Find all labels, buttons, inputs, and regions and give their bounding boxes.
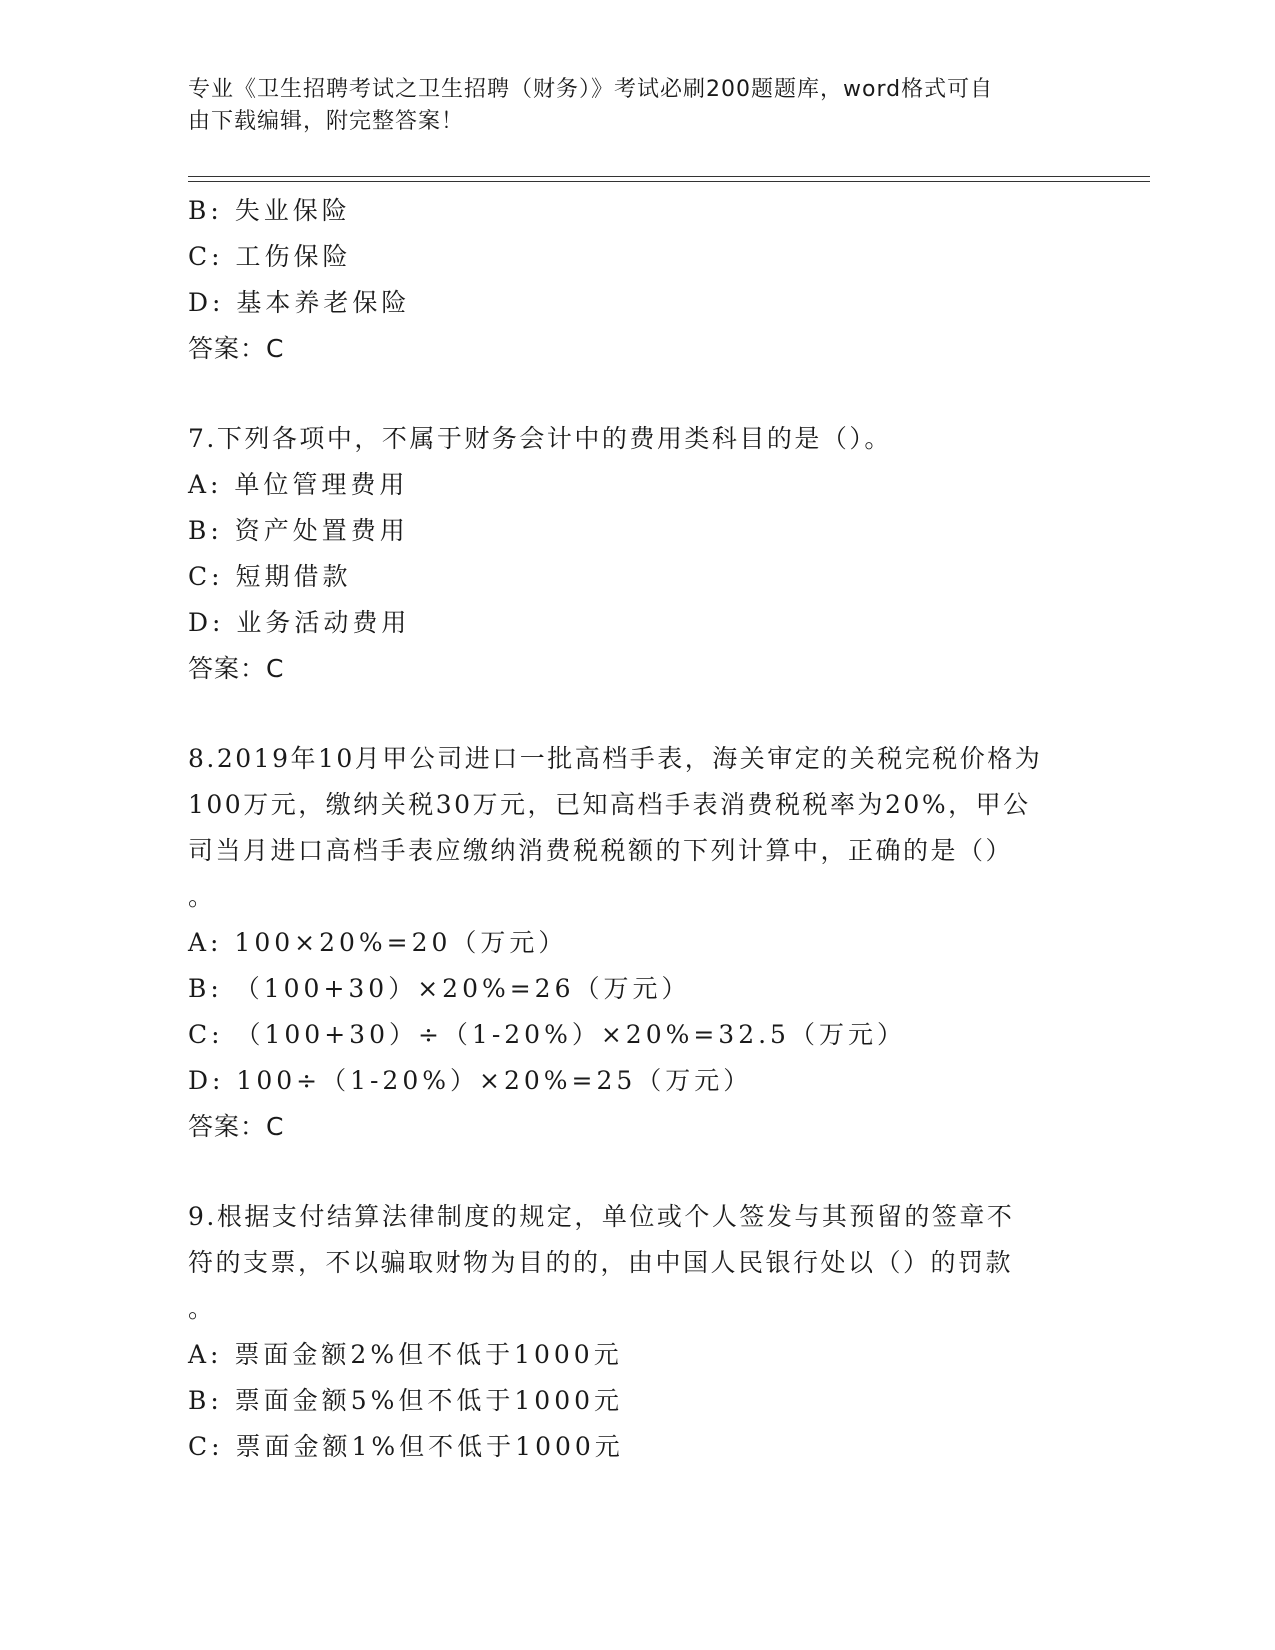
option-a: A: 票面金额2%但不低于1000元 (188, 1340, 623, 1369)
answer-label: 答案：C (188, 1112, 285, 1141)
option-b: B: 失业保险 (188, 196, 351, 225)
option-c: C: 短期借款 (188, 562, 352, 591)
document-header (188, 74, 1068, 138)
answer-label: 答案：C (188, 334, 285, 363)
header-divider-bottom (188, 181, 1150, 182)
question-stem-line-1: 9.根据支付结算法律制度的规定，单位或个人签发与其预留的签章不 (188, 1202, 1015, 1231)
question-9 (188, 1194, 1088, 1470)
question-stem-line-1: 8.2019年10月甲公司进口一批高档手表，海关审定的关税完税价格为 (188, 744, 1043, 773)
header-title-line-2: 由下载编辑，附完整答案！ (188, 109, 465, 134)
header-title-line-1: 专业《卫生招聘考试之卫生招聘（财务）》考试必刷200题题库，word格式可自 (188, 77, 994, 102)
header-divider-top (188, 176, 1150, 177)
option-d: D: 业务活动费用 (188, 608, 411, 637)
option-a: A: 100×20%=20（万元） (188, 928, 568, 957)
option-d: D: 100÷（1-20%）×20%=25（万元） (188, 1066, 753, 1095)
document-body (188, 188, 1088, 1470)
question-8 (188, 736, 1088, 1150)
option-b: B: （100+30）×20%=26（万元） (188, 974, 691, 1003)
question-stem: 7.下列各项中，不属于财务会计中的费用类科目的是（）。 (188, 424, 892, 453)
question-stem-line-3: 司当月进口高档手表应缴纳消费税税额的下列计算中，正确的是（） (188, 836, 1014, 865)
option-b: B: 资产处置费用 (188, 516, 409, 545)
question-stem-line-3: 。 (188, 1294, 216, 1323)
question-6-continued (188, 188, 1088, 372)
option-a: A: 单位管理费用 (188, 470, 409, 499)
question-stem-line-4: 。 (188, 882, 216, 911)
option-c: C: 工伤保险 (188, 242, 352, 271)
question-stem-line-2: 100万元，缴纳关税30万元，已知高档手表消费税税率为20%，甲公 (188, 790, 1031, 819)
option-b: B: 票面金额5%但不低于1000元 (188, 1386, 624, 1415)
question-7 (188, 416, 1088, 692)
option-c: C: 票面金额1%但不低于1000元 (188, 1432, 624, 1461)
answer-label: 答案：C (188, 654, 285, 683)
option-c: C: （100+30）÷（1-20%）×20%=32.5（万元） (188, 1020, 906, 1049)
option-d: D: 基本养老保险 (188, 288, 411, 317)
question-stem-line-2: 符的支票，不以骗取财物为目的的，由中国人民银行处以（）的罚款 (188, 1248, 1014, 1277)
